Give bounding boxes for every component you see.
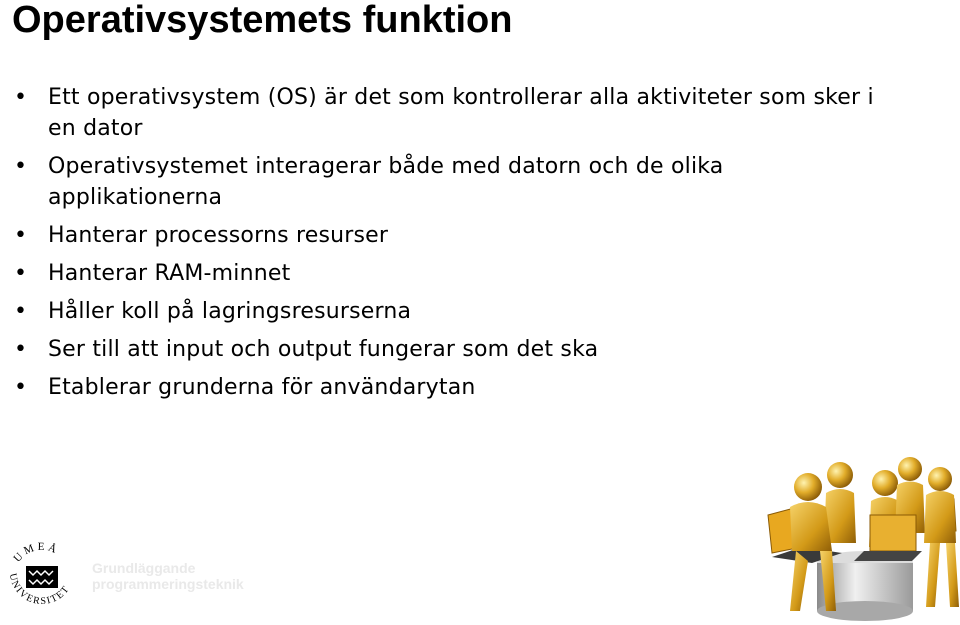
bullet-item: • Ser till att input och output fungerar som det ska [0,334,900,365]
footer-line: Grundläggande [92,560,196,576]
svg-text:UNIVERSITET: UNIVERSITET [6,572,73,608]
bullet-item: • Ett operativsystem (OS) är det som kontrollerar alla aktiviteter som sker i en dator [0,82,900,144]
bullet-item: • Håller koll på lagringsresurserna [0,296,900,327]
slide-title: Operativsystemets funktion [12,0,513,41]
bullet-item: • Operativsystemet interagerar både med datorn och de olika applikationerna [0,151,900,213]
bullet-item: • Etablerar grunderna för användarytan [0,372,900,403]
people-with-laptops-icon [760,455,960,625]
bullet-list [0,82,900,410]
bullet-item: • Hanterar processorns resurser [0,220,900,251]
svg-text:UMEÅ: UMEÅ [11,540,62,565]
university-seal-icon [2,536,82,616]
footer-line: programmeringsteknik [92,576,244,592]
footer-course-name [92,560,244,592]
bullet-item: • Hanterar RAM-minnet [0,258,900,289]
